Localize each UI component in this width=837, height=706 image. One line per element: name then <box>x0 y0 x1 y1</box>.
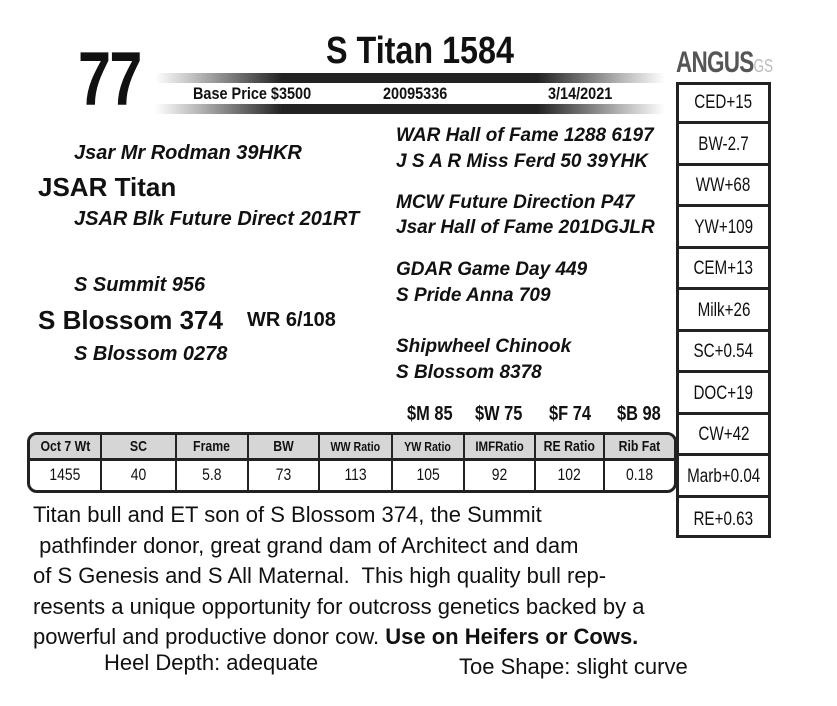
epd-panel <box>676 82 771 538</box>
lot-number: 77 <box>78 37 141 122</box>
epd-yw: YW+109 <box>679 210 768 249</box>
dd-dam: S Blossom 8378 <box>396 362 542 383</box>
trait-value: 73 <box>248 459 319 490</box>
birth-date: 3/14/2021 <box>548 84 613 103</box>
ds-dam: S Pride Anna 709 <box>396 285 551 306</box>
base-price: Base Price $3500 <box>193 84 312 103</box>
epd-milk: Milk+26 <box>679 293 768 332</box>
sd-dam: Jsar Hall of Fame 201DGJLR <box>396 217 655 238</box>
dam-record: WR 6/108 <box>247 309 336 331</box>
trait-header: IMFRatio <box>464 435 535 459</box>
trait-value: 1455 <box>30 459 101 490</box>
dam-sire: S Summit 956 <box>74 274 206 296</box>
trait-header: WW Ratio <box>319 435 392 459</box>
sire: JSAR Titan <box>38 172 177 202</box>
index-b: $B 98 <box>617 403 661 425</box>
dam: S Blossom 374 <box>38 305 223 335</box>
description <box>33 500 743 653</box>
header-bar-top <box>155 73 665 83</box>
epd-bw: BW-2.7 <box>679 127 768 166</box>
trait-table <box>27 432 677 493</box>
description-line: Titan bull and ET son of S Blossom 374, the Summit <box>33 502 542 527</box>
trait-value: 102 <box>535 459 604 490</box>
trait-header: SC <box>101 435 176 459</box>
registration-number: 20095336 <box>383 84 448 103</box>
heel-depth: Heel Depth: adequate <box>104 650 319 675</box>
trait-header: BW <box>248 435 319 459</box>
trait-header: Frame <box>176 435 248 459</box>
epd-cem: CEM+13 <box>679 251 768 290</box>
sire-sire: Jsar Mr Rodman 39HKR <box>74 142 302 164</box>
angus-logo <box>676 46 773 80</box>
dam-dam: S Blossom 0278 <box>74 343 228 365</box>
toe-shape: Toe Shape: slight curve <box>459 654 688 679</box>
trait-header: Rib Fat <box>604 435 674 459</box>
trait-header: YW Ratio <box>392 435 464 459</box>
index-f: $F 74 <box>549 403 591 425</box>
trait-value: 0.18 <box>625 465 654 485</box>
ds-sire: GDAR Game Day 449 <box>396 259 588 280</box>
description-line: of S Genesis and S All Maternal. This high quality bull rep- <box>33 563 607 588</box>
trait-value: 5.8 <box>176 459 248 490</box>
trait-header: RE Ratio <box>535 435 604 459</box>
epd-ww: WW+68 <box>679 168 768 207</box>
epd-cw: CW+42 <box>679 417 768 456</box>
trait-value: 40 <box>101 459 176 490</box>
ss-dam: J S A R Miss Ferd 50 39YHK <box>396 151 649 172</box>
trait-value: 105 <box>392 459 464 490</box>
trait-value-row <box>30 459 674 490</box>
epd-doc: DOC+19 <box>679 376 768 415</box>
ss-sire: WAR Hall of Fame 1288 6197 <box>396 125 654 146</box>
description-line: resents a unique opportunity for outcross genetics backed by a <box>33 593 645 619</box>
header-bar-bottom <box>155 104 665 114</box>
epd-marb: Marb+0.04 <box>679 459 768 498</box>
sd-sire: MCW Future Direction P47 <box>396 192 635 213</box>
trait-value: 113 <box>319 459 392 490</box>
epd-re: RE+0.63 <box>693 508 754 530</box>
description-line: pathfinder donor, great grand dam of Architect and dam <box>33 532 579 558</box>
description-line: powerful and productive donor cow. Use on Heifers or Cows. <box>33 624 639 649</box>
index-w: $W 75 <box>475 403 523 425</box>
trait-header: Oct 7 Wt <box>30 435 101 459</box>
logo-main: ANGUS <box>676 46 754 79</box>
trait-header-row <box>30 435 674 459</box>
bull-name: S Titan 1584 <box>326 30 514 72</box>
sire-dam: JSAR Blk Future Direct 201RT <box>74 208 360 230</box>
dd-sire: Shipwheel Chinook <box>396 336 572 357</box>
trait-value: 92 <box>464 459 535 490</box>
index-m: $M 85 <box>407 403 453 425</box>
epd-sc: SC+0.54 <box>679 334 768 373</box>
epd-ced: CED+15 <box>679 85 768 124</box>
logo-suffix: GS <box>753 56 774 76</box>
usage-note: Use on Heifers or Cows. <box>385 624 639 649</box>
